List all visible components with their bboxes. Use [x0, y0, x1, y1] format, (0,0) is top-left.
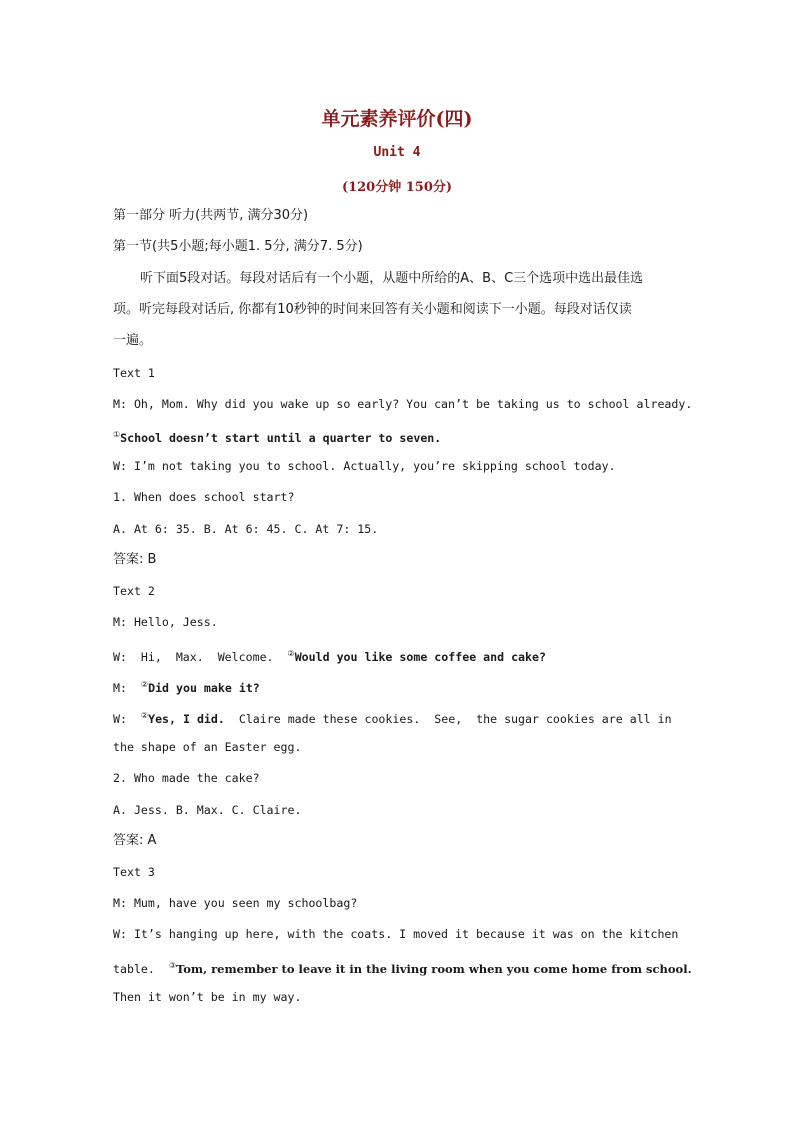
- text1-m1-cont: [113, 426, 713, 447]
- text2-m1: M: Hello, Jess.: [113, 615, 218, 629]
- highlight-sentence: Did you make it?: [148, 681, 260, 695]
- text3-w1: W: It’s hanging up here, with the coats. I moved it because it was on the kitchen: [113, 927, 679, 941]
- mark-1: ①: [113, 430, 121, 439]
- text2-w2-plain: W:: [113, 712, 141, 726]
- question-2: 2. Who made the cake?: [113, 771, 260, 785]
- text2-w1: [113, 645, 713, 666]
- text2-m2-plain: M:: [113, 681, 141, 695]
- text1-label: Text 1: [113, 366, 155, 380]
- text3-w1-plain: table.: [113, 962, 169, 976]
- text3-m1: M: Mum, have you seen my schoolbag?: [113, 896, 358, 910]
- question-1: 1. When does school start?: [113, 490, 295, 504]
- part1-heading: 第一部分 听力(共两节, 满分30分): [113, 208, 309, 223]
- text2-w1-plain: W: Hi, Max. Welcome.: [113, 650, 288, 664]
- instructions-line-3: 一遍。: [113, 333, 153, 348]
- text2-w2: [113, 707, 713, 728]
- text2-w2-cont: the shape of an Easter egg.: [113, 740, 302, 754]
- text2-w2-rest: Claire made these cookies. See, the sugar cookies are all in: [224, 712, 672, 726]
- highlight-sentence: School doesn’t start until a quarter to seven.: [120, 431, 442, 445]
- time-score: (120分钟 150分): [341, 180, 453, 195]
- section1-heading: 第一节(共5小题;每小题1. 5分, 满分7. 5分): [113, 239, 363, 254]
- mark-2: ②: [140, 711, 149, 720]
- question-1-options: A. At 6: 35. B. At 6: 45. C. At 7: 15.: [113, 522, 379, 536]
- highlight-sentence: Tom, remember to leave it in the living room when you come home from school.: [176, 962, 692, 976]
- text3-w1-cont: [113, 957, 713, 978]
- text2-label: Text 2: [113, 584, 155, 598]
- mark-2: ②: [140, 680, 149, 689]
- text2-m2: [113, 676, 713, 697]
- answer-1: 答案: B: [113, 552, 157, 567]
- instructions-line-2: 项。听完每段对话后, 你都有10秒钟的时间来回答有关小题和阅读下一小题。每段对话仅读: [113, 302, 632, 317]
- doc-title: 单元素养评价(四): [321, 108, 473, 130]
- instructions-line-1: 听下面5段对话。每段对话后有一个小题，从题中所给的A、B、C三个选项中选出最佳选: [140, 271, 644, 286]
- mark-2: ②: [287, 649, 295, 658]
- question-2-options: A. Jess. B. Max. C. Claire.: [113, 803, 302, 817]
- text1-w1: W: I’m not taking you to school. Actually, you’re skipping school today.: [113, 459, 616, 473]
- mark-3: ③: [168, 961, 177, 970]
- highlight-sentence: Would you like some coffee and cake?: [294, 650, 546, 664]
- text3-w1-cont2: Then it won’t be in my way.: [113, 990, 302, 1004]
- unit-label: Unit 4: [373, 145, 421, 160]
- highlight-sentence: Yes, I did.: [148, 712, 225, 726]
- answer-2: 答案: A: [113, 833, 157, 848]
- text3-label: Text 3: [113, 865, 155, 879]
- text1-m1: M: Oh, Mom. Why did you wake up so early? You can’t be taking us to school already.: [113, 397, 693, 411]
